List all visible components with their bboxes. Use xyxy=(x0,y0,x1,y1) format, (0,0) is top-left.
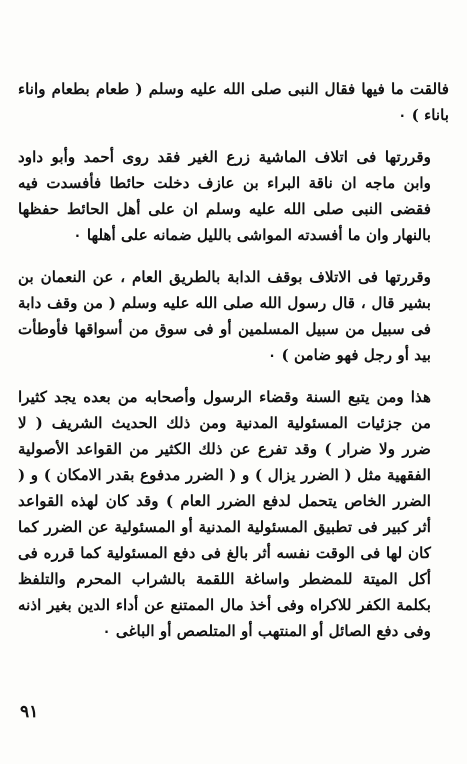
page-number: ٩١ xyxy=(20,702,39,722)
body-text xyxy=(18,76,449,658)
paragraph-3: وقررتها فى الاتلاف بوقف الدابة بالطريق العام ، عن النعمان بن بشير قال ، قال رسول الله صلى الله عليه وسلم ( من وقف دابة فى سبيل من سبيل المسلمين أو فى سوق من أسواقها فأوطأت بيد أو رجل فهو ضامن ) ٠ xyxy=(18,268,431,364)
paragraph-1: فالقت ما فيها فقال النبى صلى الله عليه وسلم ( طعام بطعام واناء باناء ) ٠ xyxy=(18,80,449,124)
paragraph-2: وقررتها فى اتلاف الماشية زرع الغير فقد روى أحمد وأبو داود وابن ماجه ان ناقة البراء بن عازف دخلت حائطا فأفسدت فيه فقضى النبى صلى الله عليه وسلم ان على أهل الحائط حفظها بالنهار وان ما أفسدته المواشى بالليل ضمانه على أهلها ٠ xyxy=(18,148,431,244)
paragraph-4: هذا ومن يتبع السنة وقضاء الرسول وأصحابه من بعده يجد كثيرا من جزئيات المسئولية المدنية ومن ذلك الحديث الشريف ( لا ضرر ولا ضرار ) وقد تفرع عن ذلك الكثير من القواعد الأصولية الفقهية مثل ( الضرر يزال ) و ( الضرر مدفوع بقدر الامكان ) و ( الضرر الخاص يتحمل لدفع الضرر العام ) وقد كان لهذه القواعد أثر كبير فى تطبيق المسئولية المدنية أو المسئولية عن الضرر كما كان لها فى الوقت نفسه أثر بالغ فى دفع المسئولية كما قرره فى أكل الميتة للمضطر واساغة اللقمة بالشراب المحرم والتلفظ بكلمة الكفر للاكراه وفى أخذ مال الممتنع عن أداء الدين بغير اذنه وفى دفع الصائل أو المنتهب أو المتلصص أو الباغى ٠ xyxy=(18,388,431,640)
